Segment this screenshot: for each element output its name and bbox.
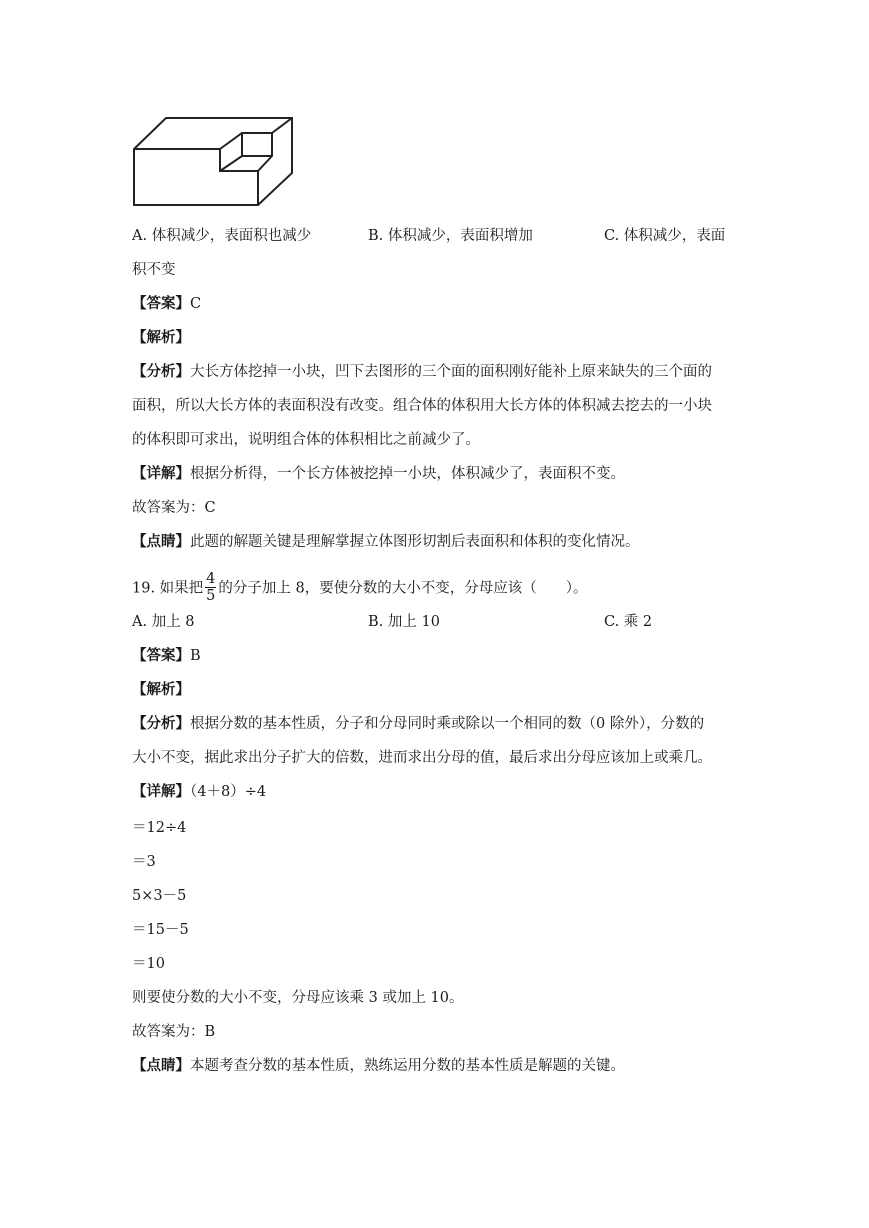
- fenxi-text: 根据分数的基本性质，分子和分母同时乘或除以一个相同的数（0 除外），分数的: [190, 716, 705, 732]
- q19-step-2: ＝3: [132, 854, 156, 870]
- q19-option-c: C. 乘 2: [604, 614, 653, 630]
- xiangjie-text: （4＋8）÷4: [190, 784, 267, 800]
- q18-dianjing: [132, 532, 640, 552]
- q19-result: 则要使分数的大小不变，分母应该乘 3 或加上 10。: [132, 990, 464, 1006]
- xiangjie-text: 根据分析得，一个长方体被挖掉一小块，体积减少了，表面积不变。: [190, 466, 625, 482]
- q18-analysis-title: 【解析】: [132, 330, 190, 346]
- answer-tag: 【答案】: [132, 296, 190, 312]
- stem-suffix: 的分子加上 8，要使分数的大小不变，分母应该（ ）。: [218, 580, 588, 597]
- q19-xiangjie: [132, 782, 266, 802]
- answer-value: C: [190, 296, 202, 312]
- q19-conclusion: 故答案为：B: [132, 1024, 216, 1040]
- fenxi-text: 大长方体挖掉一小块，凹下去图形的三个面的面积刚好能补上原来缺失的三个面的: [190, 364, 712, 380]
- q19-dianjing: [132, 1056, 625, 1076]
- fraction-denominator: 5: [206, 588, 216, 604]
- fraction: [205, 571, 216, 604]
- dianjing-tag: 【点睛】: [132, 1058, 190, 1074]
- xiangjie-tag: 【详解】: [132, 466, 190, 482]
- q18-option-c-continued: 积不变: [132, 262, 176, 278]
- q19-stem: [132, 572, 588, 605]
- q18-answer: [132, 294, 201, 314]
- xiangjie-tag: 【详解】: [132, 784, 190, 800]
- dianjing-tag: 【点睛】: [132, 534, 190, 550]
- q19-step-5: ＝10: [132, 956, 165, 972]
- answer-value: B: [190, 648, 201, 664]
- q18-conclusion: 故答案为：C: [132, 500, 216, 516]
- stem-prefix: 19. 如果把: [132, 580, 204, 597]
- q19-answer: [132, 646, 201, 666]
- fenxi-tag: 【分析】: [132, 716, 190, 732]
- cuboid-notch-figure: [130, 115, 300, 211]
- q19-step-1: ＝12÷4: [132, 820, 187, 836]
- q19-step-4: ＝15－5: [132, 922, 189, 938]
- q18-fenxi-line-1: [132, 362, 712, 382]
- q18-option-c: C. 体积减少，表面: [604, 228, 726, 244]
- q18-option-a: A. 体积减少，表面积也减少: [132, 228, 312, 244]
- q19-fenxi-line-2: 大小不变，据此求出分子扩大的倍数，进而求出分母的值，最后求出分母应该加上或乘几。: [132, 750, 712, 766]
- q19-fenxi-line-1: [132, 714, 704, 734]
- fraction-numerator: 4: [206, 571, 216, 587]
- dianjing-text: 此题的解题关键是理解掌握立体图形切割后表面积和体积的变化情况。: [190, 534, 640, 550]
- answer-tag: 【答案】: [132, 648, 190, 664]
- dianjing-text: 本题考查分数的基本性质，熟练运用分数的基本性质是解题的关键。: [190, 1058, 625, 1074]
- q19-analysis-title: 【解析】: [132, 682, 190, 698]
- fenxi-tag: 【分析】: [132, 364, 190, 380]
- q19-option-a: A. 加上 8: [132, 614, 195, 630]
- q18-option-b: B. 体积减少，表面积增加: [368, 228, 533, 244]
- q18-fenxi-line-3: 的体积即可求出，说明组合体的体积相比之前减少了。: [132, 432, 480, 448]
- q18-xiangjie: [132, 464, 625, 484]
- q19-step-3: 5×3－5: [132, 888, 187, 904]
- q19-option-b: B. 加上 10: [368, 614, 440, 630]
- q18-fenxi-line-2: 面积，所以大长方体的表面积没有改变。组合体的体积用大长方体的体积减去挖去的一小块: [132, 398, 712, 414]
